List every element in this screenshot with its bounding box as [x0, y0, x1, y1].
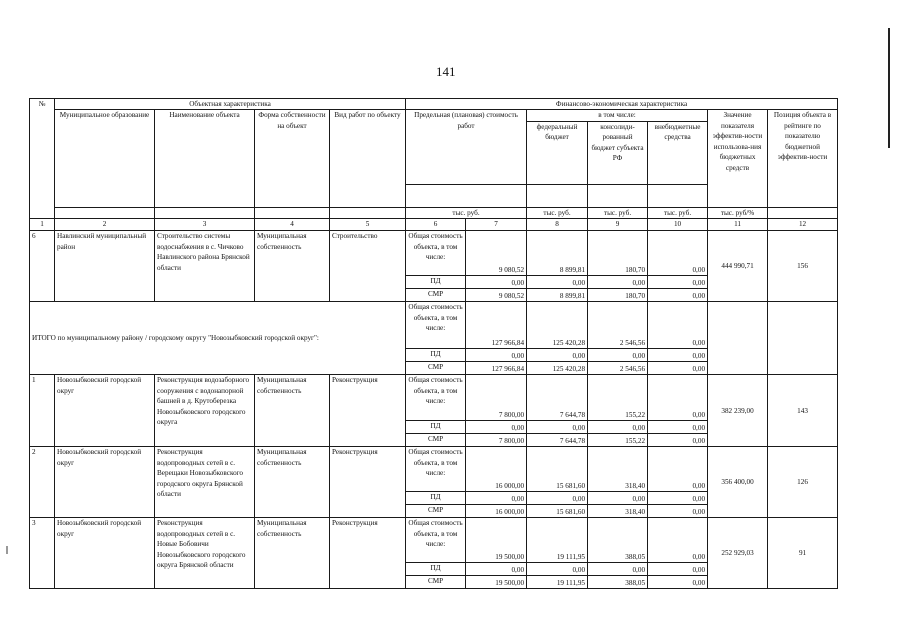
- header-max-cost: Предельная (плановая) стоимость работ: [406, 110, 527, 184]
- itogo-total-cost: 127 966,84: [466, 302, 527, 349]
- cell-total-federal: 8 899,81: [527, 231, 588, 276]
- table-row: [30, 447, 838, 492]
- cell-total-cost: 9 080,52: [466, 231, 527, 276]
- cell-pd-federal: 0,00: [527, 563, 588, 576]
- cell-smr-extrabudget: 0,00: [648, 289, 708, 302]
- cell-pd-cost: 0,00: [466, 492, 527, 505]
- cell-total-federal: 19 111,95: [527, 518, 588, 563]
- row-work-type: Реконструкция: [330, 447, 406, 518]
- row-rank: 91: [768, 518, 838, 589]
- cell-pd-extrabudget: 0,00: [648, 492, 708, 505]
- row-efficiency: 252 929,03: [708, 518, 768, 589]
- cost-label-total: Общая стоимость объекта, в том числе:: [406, 231, 466, 276]
- row-object: Реконструкция водозаборного сооружения с водонапорной башней в д. Крутоберезка Новозыбковского городского округа: [155, 375, 255, 447]
- margin-edge-line: [888, 28, 890, 148]
- row-rank: 156: [768, 231, 838, 302]
- cost-label-pd: ПД: [406, 349, 466, 362]
- table-row: [30, 518, 838, 563]
- header-including: в том числе:: [527, 110, 708, 121]
- row-rank: 143: [768, 375, 838, 447]
- header-no: №: [30, 99, 55, 219]
- cell-total-consolidated: 318,40: [588, 447, 648, 492]
- column-number: 12: [768, 219, 838, 231]
- row-efficiency: 356 400,00: [708, 447, 768, 518]
- row-object: Реконструкция водопроводных сетей в с. Новые Бобовичи Новозыбковского городского округа Брянской области: [155, 518, 255, 589]
- cell-total-cost: 16 000,00: [466, 447, 527, 492]
- row-work-type: Реконструкция: [330, 375, 406, 447]
- page-number: 141: [436, 64, 456, 79]
- itogo-total-extrabudget: 0,00: [648, 302, 708, 349]
- header-finance-group: Финансово-экономическая характеристика: [406, 99, 838, 110]
- column-number: 7: [466, 219, 527, 231]
- itogo-pd-extrabudget: 0,00: [648, 349, 708, 362]
- cell-smr-extrabudget: 0,00: [648, 505, 708, 518]
- cost-label-total: Общая стоимость объекта, в том числе:: [406, 375, 466, 421]
- row-municipality: Новозыбковский городской округ: [55, 375, 155, 447]
- cell-smr-extrabudget: 0,00: [648, 434, 708, 447]
- cell-smr-consolidated: 388,05: [588, 576, 648, 589]
- header-efficiency: Значение показателя эффектив-ности использова-ния бюджетных средств: [708, 110, 768, 207]
- cell-total-cost: 19 500,00: [466, 518, 527, 563]
- cell-smr-consolidated: 318,40: [588, 505, 648, 518]
- cost-label-total: Общая стоимость объекта, в том числе:: [406, 518, 466, 563]
- itogo-pd-consolidated: 0,00: [588, 349, 648, 362]
- column-number: 6: [406, 219, 466, 231]
- unit-efficiency: тыс. руб/%: [708, 207, 768, 218]
- cell-smr-cost: 19 500,00: [466, 576, 527, 589]
- margin-mark: [6, 546, 8, 554]
- cell-total-consolidated: 180,70: [588, 231, 648, 276]
- column-number: 4: [255, 219, 330, 231]
- cost-label-smr: СМР: [406, 505, 466, 518]
- cell-pd-federal: 0,00: [527, 421, 588, 434]
- total-row: [30, 302, 838, 349]
- row-work-type: Реконструкция: [330, 518, 406, 589]
- column-number: 5: [330, 219, 406, 231]
- row-number: 3: [30, 518, 55, 589]
- row-municipality: Новозыбковский городской округ: [55, 447, 155, 518]
- itogo-smr-extrabudget: 0,00: [648, 362, 708, 375]
- unit-federal: тыс. руб.: [527, 207, 588, 218]
- cost-label-smr: СМР: [406, 289, 466, 302]
- itogo-smr-cost: 127 966,84: [466, 362, 527, 375]
- itogo-total-consolidated: 2 546,56: [588, 302, 648, 349]
- row-object: Строительство системы водоснабжения в с. Чичково Навлинского района Брянской области: [155, 231, 255, 302]
- cell-total-extrabudget: 0,00: [648, 231, 708, 276]
- unit-extrabudget: тыс. руб.: [648, 207, 708, 218]
- cell-smr-cost: 7 800,00: [466, 434, 527, 447]
- itogo-pd-federal: 0,00: [527, 349, 588, 362]
- row-ownership: Муниципальная собственность: [255, 375, 330, 447]
- cell-pd-extrabudget: 0,00: [648, 276, 708, 289]
- cell-total-federal: 7 644,78: [527, 375, 588, 421]
- column-number: 11: [708, 219, 768, 231]
- column-number: 2: [55, 219, 155, 231]
- cell-pd-extrabudget: 0,00: [648, 421, 708, 434]
- column-number: 3: [155, 219, 255, 231]
- cell-smr-consolidated: 180,70: [588, 289, 648, 302]
- cell-smr-federal: 7 644,78: [527, 434, 588, 447]
- row-ownership: Муниципальная собственность: [255, 231, 330, 302]
- column-number: 1: [30, 219, 55, 231]
- header-object-group: Объектная характеристика: [55, 99, 406, 110]
- itogo-smr-federal: 125 420,28: [527, 362, 588, 375]
- itogo-smr-consolidated: 2 546,56: [588, 362, 648, 375]
- row-efficiency: 444 990,71: [708, 231, 768, 302]
- cell-total-cost: 7 800,00: [466, 375, 527, 421]
- cell-pd-federal: 0,00: [527, 276, 588, 289]
- cell-pd-consolidated: 0,00: [588, 492, 648, 505]
- header-federal: федеральный бюджет: [527, 121, 588, 184]
- row-ownership: Муниципальная собственность: [255, 518, 330, 589]
- row-work-type: Строительство: [330, 231, 406, 302]
- itogo-label: ИТОГО по муниципальному району / городскому округу "Новозыбковский городской округ":: [30, 302, 406, 375]
- row-efficiency: 382 239,00: [708, 375, 768, 447]
- cell-pd-federal: 0,00: [527, 492, 588, 505]
- row-ownership: Муниципальная собственность: [255, 447, 330, 518]
- row-number: 1: [30, 375, 55, 447]
- cell-smr-federal: 15 681,60: [527, 505, 588, 518]
- table-row: [30, 231, 838, 276]
- cell-smr-federal: 19 111,95: [527, 576, 588, 589]
- cell-pd-cost: 0,00: [466, 276, 527, 289]
- itogo-total-federal: 125 420,28: [527, 302, 588, 349]
- row-rank: 126: [768, 447, 838, 518]
- cell-total-extrabudget: 0,00: [648, 447, 708, 492]
- header-work-type: Вид работ по объекту: [330, 110, 406, 207]
- cell-pd-cost: 0,00: [466, 563, 527, 576]
- cell-pd-extrabudget: 0,00: [648, 563, 708, 576]
- row-object: Реконструкция водопроводных сетей в с. Верещаки Новозыбковского городского округа Брянской области: [155, 447, 255, 518]
- itogo-pd-cost: 0,00: [466, 349, 527, 362]
- column-number-row: [30, 219, 838, 231]
- cell-total-extrabudget: 0,00: [648, 375, 708, 421]
- cell-smr-consolidated: 155,22: [588, 434, 648, 447]
- column-number: 9: [588, 219, 648, 231]
- cell-total-extrabudget: 0,00: [648, 518, 708, 563]
- header-municipality: Муниципальное образование: [55, 110, 155, 207]
- cell-total-consolidated: 388,05: [588, 518, 648, 563]
- unit-consolidated: тыс. руб.: [588, 207, 648, 218]
- cost-label-pd: ПД: [406, 421, 466, 434]
- row-number: 2: [30, 447, 55, 518]
- cost-label-total: Общая стоимость объекта, в том числе:: [406, 302, 466, 349]
- cost-label-total: Общая стоимость объекта, в том числе:: [406, 447, 466, 492]
- header-extrabudget: внебюджетные средства: [648, 121, 708, 184]
- financial-table: [29, 98, 838, 589]
- column-number: 10: [648, 219, 708, 231]
- cost-label-smr: СМР: [406, 576, 466, 589]
- cost-label-pd: ПД: [406, 492, 466, 505]
- cell-smr-extrabudget: 0,00: [648, 576, 708, 589]
- header-object-name: Наименование объекта: [155, 110, 255, 207]
- cost-label-pd: ПД: [406, 563, 466, 576]
- cost-label-pd: ПД: [406, 276, 466, 289]
- cell-total-consolidated: 155,22: [588, 375, 648, 421]
- row-number: 6: [30, 231, 55, 302]
- cell-pd-consolidated: 0,00: [588, 563, 648, 576]
- cell-pd-consolidated: 0,00: [588, 421, 648, 434]
- header-ownership: Форма собственности на объект: [255, 110, 330, 207]
- unit-cost: тыс. руб.: [406, 207, 527, 218]
- row-municipality: Новозыбковский городской округ: [55, 518, 155, 589]
- column-number: 8: [527, 219, 588, 231]
- row-municipality: Навлинский муниципальный район: [55, 231, 155, 302]
- cost-label-smr: СМР: [406, 434, 466, 447]
- cell-pd-cost: 0,00: [466, 421, 527, 434]
- cell-total-federal: 15 681,60: [527, 447, 588, 492]
- cell-smr-cost: 16 000,00: [466, 505, 527, 518]
- table-row: [30, 375, 838, 421]
- cost-label-smr: СМР: [406, 362, 466, 375]
- header-consolidated: консолиди-рованный бюджет субъекта РФ: [588, 121, 648, 184]
- cell-smr-federal: 8 899,81: [527, 289, 588, 302]
- cell-pd-consolidated: 0,00: [588, 276, 648, 289]
- header-rank: Позиция объекта в рейтинге по показателю бюджетной эффектив-ности: [768, 110, 838, 207]
- cell-smr-cost: 9 080,52: [466, 289, 527, 302]
